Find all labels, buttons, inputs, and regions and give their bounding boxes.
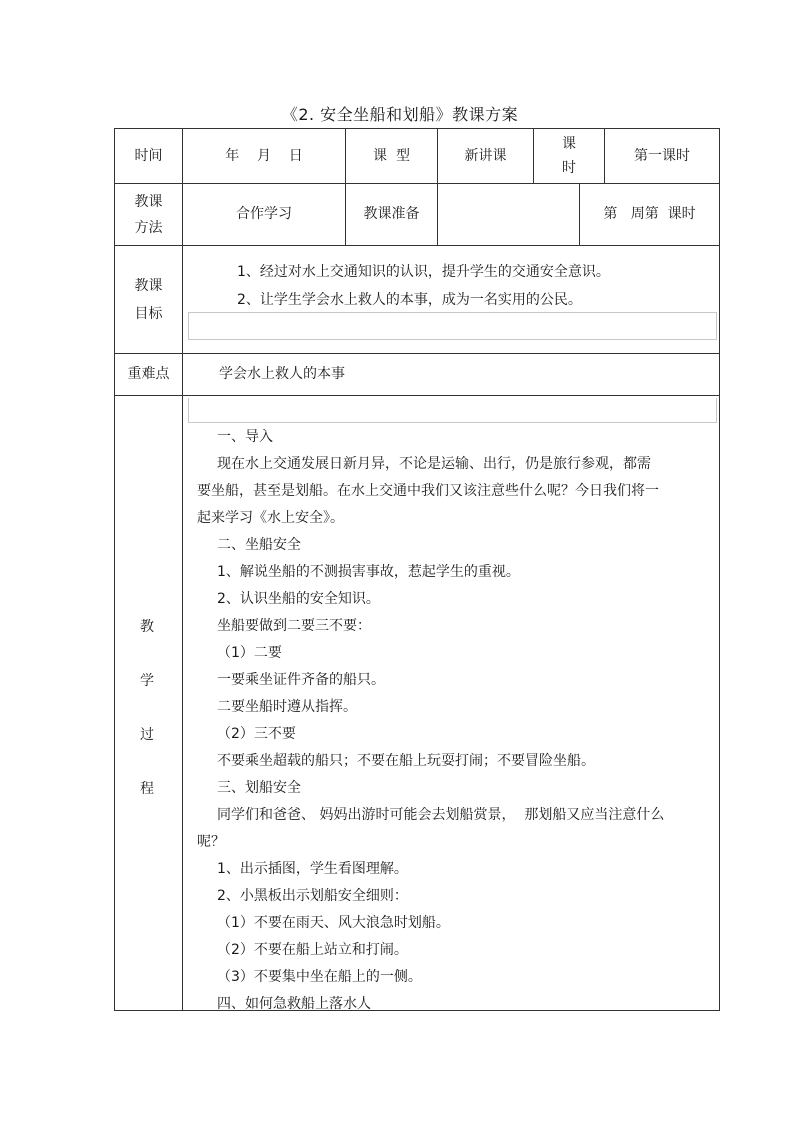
method-label-line-1: 教课 (134, 193, 163, 210)
process-line: 起来学习《水上安全》。 (197, 510, 344, 526)
lesson-type-label: 课 型 (373, 147, 410, 164)
key-points-label: 重难点 (127, 366, 170, 383)
empty-text-box (188, 398, 717, 423)
process-line: 1、解说坐船的不测损害事故，惹起学生的重视。 (217, 564, 520, 580)
period-value: 第一课时 (634, 147, 690, 164)
process-line: 二、坐船安全 (217, 537, 301, 553)
page-title: 《2. 安全坐船和划船》教课方案 (281, 105, 519, 124)
goal-item: 1、经过对水上交通知识的认识，提升学生的交通安全意识。 (237, 264, 610, 280)
goals-label-line-2: 目标 (134, 305, 163, 322)
process-label-char: 程 (140, 781, 154, 797)
time-label: 时间 (134, 147, 163, 164)
goals-label-line-1: 教课 (134, 277, 163, 294)
process-line: 四、如何急救船上落水人 (217, 996, 371, 1012)
process-label-char: 过 (140, 727, 154, 743)
row-divider (114, 395, 720, 396)
process-line: 一、导入 (217, 429, 273, 445)
process-line: 2、小黑板出示划船安全细则： (217, 888, 408, 904)
period-label-line-2: 时 (562, 160, 576, 176)
goals-label (115, 246, 182, 353)
period-label (534, 129, 604, 183)
preparation-label: 教课准备 (363, 206, 420, 223)
method-label (115, 184, 182, 245)
process-line: 要坐船，甚至是划船。在水上交通中我们又该注意些什么呢？今日我们将一 (197, 483, 659, 499)
process-line: 三、划船安全 (217, 780, 301, 796)
process-line: 二要坐船时遵从指挥。 (217, 699, 357, 715)
process-line: （2）不要在船上站立和打闹。 (217, 942, 408, 958)
table-border-right (719, 128, 720, 1011)
date-value: 年 月 日 (225, 147, 303, 164)
process-line: 1、出示插图，学生看图理解。 (217, 861, 408, 877)
week-period-value: 第 周第 课时 (603, 206, 696, 223)
process-label-char: 学 (140, 673, 154, 689)
process-line: （1）二要 (217, 645, 282, 661)
teaching-process-content (197, 424, 707, 1018)
process-line: 同学们和爸爸、 妈妈出游时可能会去划船赏景， 那划船又应当注意什么 (217, 807, 665, 823)
process-line: 2、认识坐船的安全知识。 (217, 591, 380, 607)
process-line: （2）三不要 (217, 726, 296, 742)
column-divider (182, 128, 183, 1011)
process-label-char: 教 (140, 619, 154, 635)
process-line: 一要乘坐证件齐备的船只。 (217, 672, 385, 688)
method-value: 合作学习 (236, 206, 292, 223)
process-line: 现在水上交通发展日新月异，不论是运输、出行，仍是旅行参观，都需 (217, 456, 651, 472)
preparation-value (438, 184, 579, 245)
process-line: （1）不要在雨天、风大浪急时划船。 (217, 915, 450, 931)
method-label-line-2: 方法 (134, 219, 163, 236)
goal-item: 2、让学生学会水上救人的本事，成为一名实用的公民。 (237, 292, 582, 308)
process-line: 不要乘坐超载的船只；不要在船上玩耍打闹；不要冒险坐船。 (217, 753, 595, 769)
empty-text-box (188, 312, 717, 340)
period-label-line-1: 课 (562, 136, 576, 152)
key-points-value: 学会水上救人的本事 (219, 366, 345, 383)
process-line: 呢？ (197, 834, 225, 850)
row-divider (114, 245, 720, 246)
lesson-type-value: 新讲课 (464, 147, 507, 164)
process-line: 坐船要做到二要三不要： (217, 618, 371, 634)
process-line: （3）不要集中坐在船上的一侧。 (217, 969, 422, 985)
